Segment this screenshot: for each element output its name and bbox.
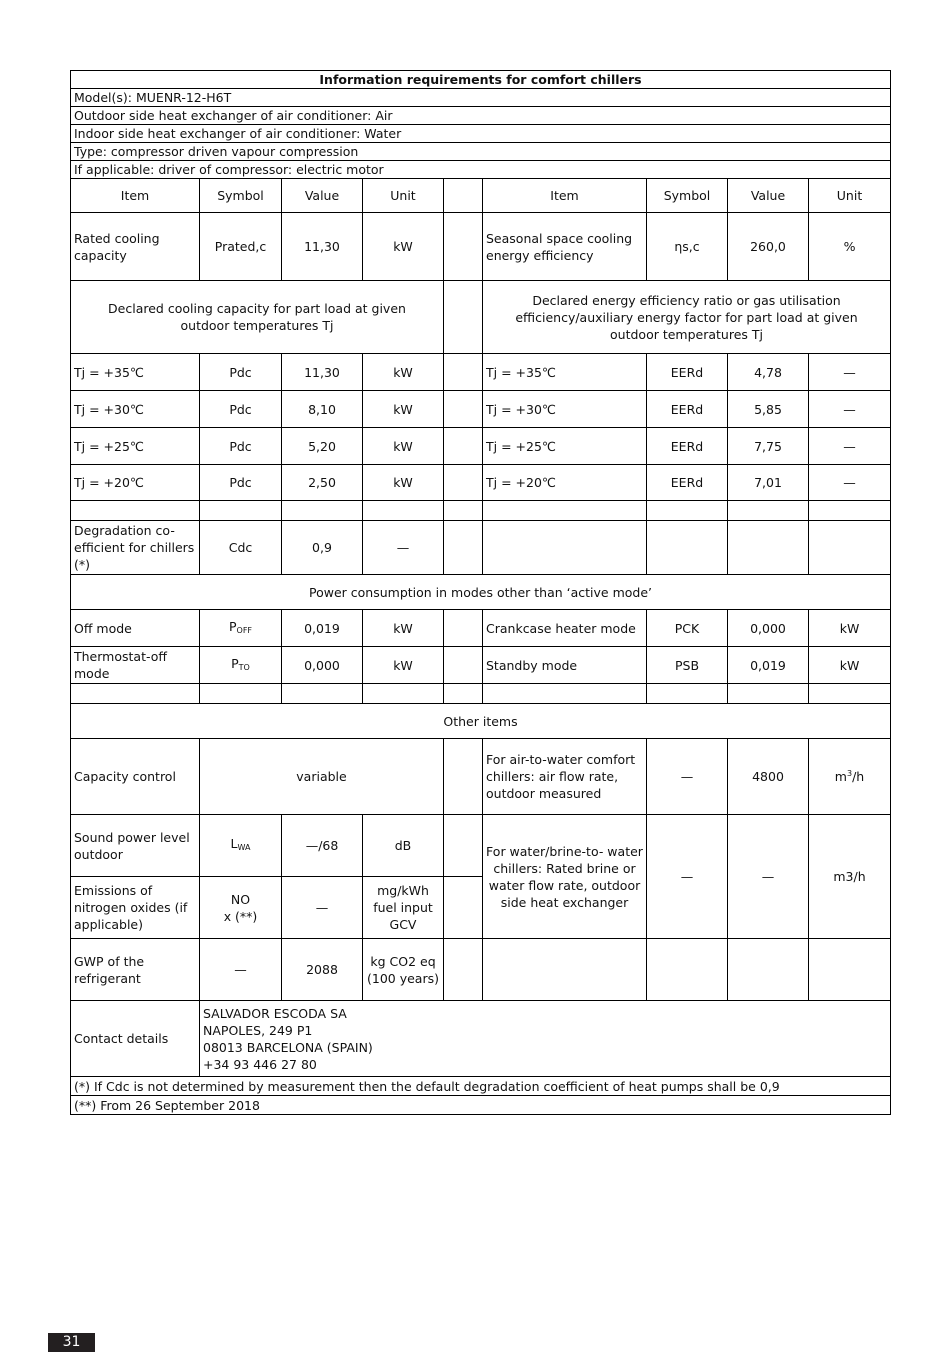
eerd-symbol: EERd xyxy=(647,428,728,465)
spacer-cell xyxy=(444,179,483,213)
thermostat-row xyxy=(71,647,891,684)
power-consumption-heading: Power consumption in modes other than ‘active mode’ xyxy=(71,575,891,610)
crankcase-symbol: PCK xyxy=(647,610,728,647)
comfort-chillers-table xyxy=(70,70,891,1115)
water-flow-label: For water/brine-to- water chillers: Rated brine or water flow rate, outdoor side heat exchanger xyxy=(483,815,647,939)
tj-label: Tj = +20℃ xyxy=(71,465,200,501)
contact-label: Contact details xyxy=(71,1001,200,1077)
column-header-row xyxy=(71,179,891,213)
rated-cooling-unit: kW xyxy=(363,213,444,281)
spacer-cell xyxy=(444,281,483,354)
spacer-cell xyxy=(444,354,483,391)
col-value-left: Value xyxy=(282,179,363,213)
capacity-control-value: variable xyxy=(200,739,444,815)
pdc-value: 2,50 xyxy=(282,465,363,501)
rated-cooling-label: Rated cooling capacity xyxy=(71,213,200,281)
pdc-symbol: Pdc xyxy=(200,391,282,428)
table-title: Information requirements for comfort chillers xyxy=(71,71,891,89)
standby-symbol: PSB xyxy=(647,647,728,684)
tj-label: Tj = +30℃ xyxy=(71,391,200,428)
seasonal-efficiency-label: Seasonal space cooling energy efficiency xyxy=(483,213,647,281)
spacer-cell xyxy=(444,465,483,501)
pdc-unit: kW xyxy=(363,428,444,465)
off-mode-unit: kW xyxy=(363,610,444,647)
declared-capacity-heading: Declared cooling capacity for part load at given outdoor temperatures Tj xyxy=(71,281,444,354)
rated-row xyxy=(71,213,891,281)
spacer-cell xyxy=(444,877,483,939)
col-item-left: Item xyxy=(71,179,200,213)
tj-label: Tj = +25℃ xyxy=(483,428,647,465)
pdc-symbol: Pdc xyxy=(200,428,282,465)
standby-unit: kW xyxy=(809,647,891,684)
blank-row xyxy=(71,501,891,521)
company-name: SALVADOR ESCODA SA xyxy=(203,1005,347,1021)
thermostat-off-unit: kW xyxy=(363,647,444,684)
spacer-cell xyxy=(444,428,483,465)
gwp-symbol: — xyxy=(200,939,282,1001)
spacer-cell xyxy=(444,391,483,428)
blank-row xyxy=(71,684,891,704)
driver-line: If applicable: driver of compressor: electric motor xyxy=(71,161,891,179)
col-unit-right: Unit xyxy=(809,179,891,213)
water-flow-unit: m3/h xyxy=(809,815,891,939)
seasonal-efficiency-symbol: ηs,c xyxy=(647,213,728,281)
contact-details xyxy=(200,1001,891,1077)
type-line: Type: compressor driven vapour compression xyxy=(71,143,891,161)
gwp-label: GWP of the refrigerant xyxy=(71,939,200,1001)
tj-label: Tj = +30℃ xyxy=(483,391,647,428)
indoor-exchanger-line: Indoor side heat exchanger of air conditioner: Water xyxy=(71,125,891,143)
company-street: NAPOLES, 249 P1 xyxy=(203,1022,313,1038)
eerd-unit: — xyxy=(809,465,891,501)
off-mode-row xyxy=(71,610,891,647)
thermostat-off-value: 0,000 xyxy=(282,647,363,684)
other-items-heading: Other items xyxy=(71,704,891,739)
footnote-cdc: (*) If Cdc is not determined by measurement then the default degradation coefficient of heat pumps shall be 0,9 xyxy=(71,1077,891,1096)
table-row xyxy=(71,465,891,501)
other-heading-row xyxy=(71,704,891,739)
nox-unit: mg/kWh fuel input GCV xyxy=(363,877,444,939)
eerd-symbol: EERd xyxy=(647,354,728,391)
off-mode-value: 0,019 xyxy=(282,610,363,647)
spacer-cell xyxy=(444,739,483,815)
air-flow-value: 4800 xyxy=(728,739,809,815)
pdc-value: 11,30 xyxy=(282,354,363,391)
pdc-value: 8,10 xyxy=(282,391,363,428)
pdc-value: 5,20 xyxy=(282,428,363,465)
gwp-value: 2088 xyxy=(282,939,363,1001)
pdc-unit: kW xyxy=(363,391,444,428)
spacer-cell xyxy=(444,213,483,281)
nox-value: — xyxy=(282,877,363,939)
eerd-unit: — xyxy=(809,391,891,428)
col-value-right: Value xyxy=(728,179,809,213)
degradation-label: Degradation co-efficient for chillers (*) xyxy=(71,521,200,575)
spacer-cell xyxy=(444,610,483,647)
pdc-symbol: Pdc xyxy=(200,354,282,391)
company-phone: +34 93 446 27 80 xyxy=(203,1056,317,1072)
company-city: 08013 BARCELONA (SPAIN) xyxy=(203,1039,373,1055)
air-flow-symbol: — xyxy=(647,739,728,815)
nox-symbol: NO x (**) xyxy=(200,877,282,939)
col-unit-left: Unit xyxy=(363,179,444,213)
crankcase-label: Crankcase heater mode xyxy=(483,610,647,647)
standby-label: Standby mode xyxy=(483,647,647,684)
sound-power-symbol: $L_{WA}$ xyxy=(200,815,282,877)
sound-power-label: Sound power level outdoor xyxy=(71,815,200,877)
tj-label: Tj = +35℃ xyxy=(483,354,647,391)
gwp-unit: kg CO2 eq (100 years) xyxy=(363,939,444,1001)
nox-label: Emissions of nitrogen oxides (if applicable) xyxy=(71,877,200,939)
footnote-date: (**) From 26 September 2018 xyxy=(71,1096,891,1115)
col-item-right: Item xyxy=(483,179,647,213)
capacity-control-label: Capacity control xyxy=(71,739,200,815)
tj-label: Tj = +20℃ xyxy=(483,465,647,501)
rated-cooling-value: 11,30 xyxy=(282,213,363,281)
col-symbol-left: Symbol xyxy=(200,179,282,213)
spacer-cell xyxy=(444,647,483,684)
eerd-value: 7,75 xyxy=(728,428,809,465)
col-symbol-right: Symbol xyxy=(647,179,728,213)
degradation-row xyxy=(71,521,891,575)
tj-label: Tj = +35℃ xyxy=(71,354,200,391)
off-mode-symbol: $P_{OFF}$ xyxy=(200,610,282,647)
eerd-unit: — xyxy=(809,428,891,465)
air-flow-unit: $m^3/h$ xyxy=(809,739,891,815)
thermostat-off-symbol: $P_{TO}$ xyxy=(200,647,282,684)
tj-label: Tj = +25℃ xyxy=(71,428,200,465)
off-mode-label: Off mode xyxy=(71,610,200,647)
sound-power-unit: dB xyxy=(363,815,444,877)
air-flow-label: For air-to-water comfort chillers: air flow rate, outdoor measured xyxy=(483,739,647,815)
water-flow-value: — xyxy=(728,815,809,939)
table-row xyxy=(71,391,891,428)
eerd-value: 4,78 xyxy=(728,354,809,391)
power-heading-row xyxy=(71,575,891,610)
declared-heading-row xyxy=(71,281,891,354)
sound-row xyxy=(71,815,891,877)
contact-row xyxy=(71,1001,891,1077)
eerd-value: 5,85 xyxy=(728,391,809,428)
seasonal-efficiency-unit: % xyxy=(809,213,891,281)
table-row xyxy=(71,354,891,391)
eerd-unit: — xyxy=(809,354,891,391)
seasonal-efficiency-value: 260,0 xyxy=(728,213,809,281)
gwp-row xyxy=(71,939,891,1001)
eerd-value: 7,01 xyxy=(728,465,809,501)
thermostat-off-label: Thermostat-off mode xyxy=(71,647,200,684)
page-number: 31 xyxy=(48,1333,95,1352)
crankcase-value: 0,000 xyxy=(728,610,809,647)
standby-value: 0,019 xyxy=(728,647,809,684)
degradation-value: 0,9 xyxy=(282,521,363,575)
spacer-cell xyxy=(444,815,483,877)
model-line: Model(s): MUENR-12-H6T xyxy=(71,89,891,107)
sound-power-value: —/68 xyxy=(282,815,363,877)
crankcase-unit: kW xyxy=(809,610,891,647)
declared-eer-heading: Declared energy efficiency ratio or gas utilisation efficiency/auxiliary energy factor for part load at given outdoor temperatures Tj xyxy=(483,281,891,354)
capacity-control-row xyxy=(71,739,891,815)
outdoor-exchanger-line: Outdoor side heat exchanger of air conditioner: Air xyxy=(71,107,891,125)
eerd-symbol: EERd xyxy=(647,391,728,428)
degradation-symbol: Cdc xyxy=(200,521,282,575)
pdc-unit: kW xyxy=(363,465,444,501)
pdc-unit: kW xyxy=(363,354,444,391)
table-row xyxy=(71,428,891,465)
degradation-unit: — xyxy=(363,521,444,575)
water-flow-symbol: — xyxy=(647,815,728,939)
rated-cooling-symbol: Prated,c xyxy=(200,213,282,281)
pdc-symbol: Pdc xyxy=(200,465,282,501)
eerd-symbol: EERd xyxy=(647,465,728,501)
